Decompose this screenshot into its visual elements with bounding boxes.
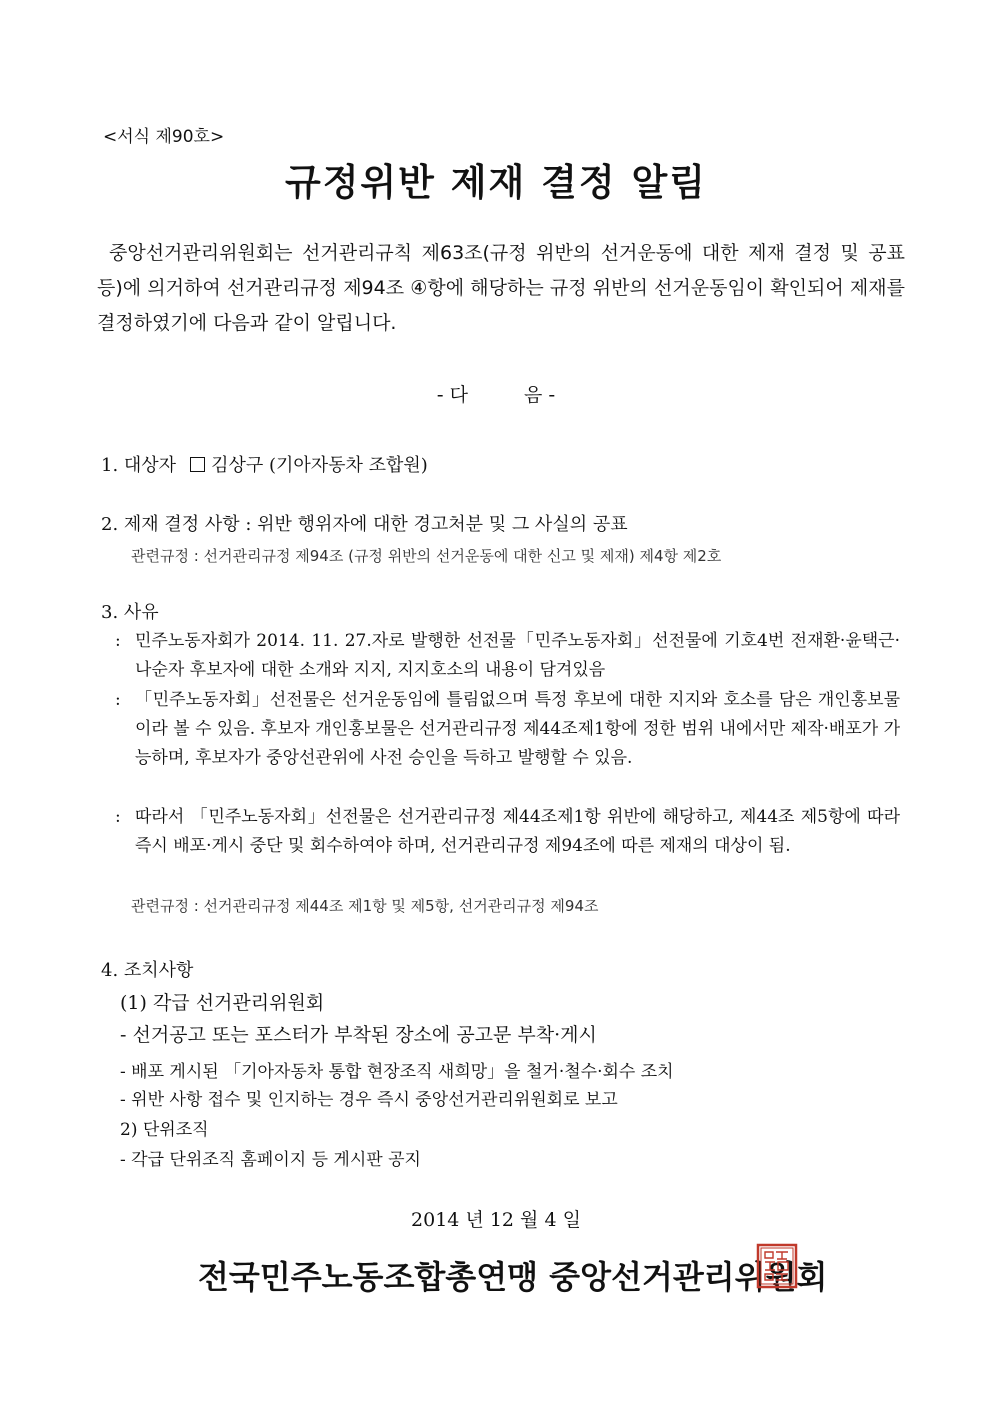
section-2-label: 2. 제재 결정 사항 : 위반 행위자에 대한 경고처분 및 그 사실의 공표 (101, 514, 628, 535)
form-number: <서식 제90호> (103, 127, 225, 147)
reason-paragraph-3 (115, 803, 900, 861)
eum-text: 음 - (524, 384, 556, 406)
reason-mark: : (115, 807, 121, 827)
official-seal-icon (756, 1243, 798, 1289)
reason-text: 「민주노동자회」선전물은 선거운동임에 틀림없으며 특정 후보에 대한 지지와 호소를 담은 개인홍보물이라 볼 수 있음. 후보자 개인홍보물은 선거관리규정 제44조제1항에 정한 범위 내에서만 제작·배포가 가능하며, 후보자가 중앙선관위에 사전 승인을 득하고 발행할 수 있음. (135, 690, 900, 768)
action-item: - 선거공고 또는 포스터가 부착된 장소에 공고문 부착·게시 (120, 1024, 597, 1046)
action-item: - 배포 게시된 「기아자동차 통합 현장조직 새희망」을 철거·철수·회수 조치 (120, 1062, 674, 1082)
section-4-sub1: (1) 각급 선거관리위원회 (120, 992, 325, 1014)
intro-paragraph: 중앙선거관리위원회는 선거관리규칙 제63조(규정 위반의 선거운동에 대한 제재 결정 및 공표 등)에 의거하여 선거관리규정 제94조 ④항에 해당하는 규정 위반의 선거운동임이 확인되어 제재를 결정하였기에 다음과 같이 알립니다. (97, 242, 905, 334)
page-title: 규정위반 제재 결정 알림 (284, 161, 708, 204)
checkbox-icon (190, 457, 205, 472)
section-4-label: 4. 조치사항 (101, 960, 194, 981)
section-4-sub2: 2) 단위조직 (120, 1120, 209, 1140)
reason-mark: : (115, 690, 121, 710)
action-item: - 위반 사항 접수 및 인지하는 경우 즉시 중앙선거관리위원회로 보고 (120, 1090, 618, 1110)
section-3-ref: 관련규정 : 선거관리규정 제44조 제1항 및 제5항, 선거관리규정 제94조 (131, 897, 599, 915)
organization-name: 전국민주노동조합총연맹 중앙선거관리위원회 (198, 1258, 828, 1296)
section-1 (101, 451, 428, 477)
reason-text: 따라서 「민주노동자회」선전물은 선거관리규정 제44조제1항 위반에 해당하고, 제44조 제5항에 따라 즉시 배포·게시 중단 및 회수하여야 하며, 선거관리규정 제94조에 따른 제재의 대상이 됨. (135, 807, 900, 856)
da-eum-heading (0, 380, 992, 407)
action-item: - 각급 단위조직 홈페이지 등 게시판 공지 (120, 1150, 421, 1170)
reason-paragraph-1 (115, 627, 900, 685)
issue-date: 2014 년 12 월 4 일 (411, 1209, 581, 1231)
reason-paragraph-2 (115, 686, 900, 773)
da-text: - 다 (436, 384, 468, 406)
section-3-label: 3. 사유 (101, 602, 159, 623)
section-1-value: 김상구 (기아자동차 조합원) (211, 455, 428, 476)
reason-text: 민주노동자회가 2014. 11. 27.자로 발행한 선전물「민주노동자회」선전물에 기호4번 전재환·윤택근·나순자 후보자에 대한 소개와 지지, 지지호소의 내용이 담겨있음 (135, 631, 900, 680)
reason-mark: : (115, 631, 121, 651)
section-2-ref: 관련규정 : 선거관리규정 제94조 (규정 위반의 선거운동에 대한 신고 및 제재) 제4항 제2호 (131, 547, 722, 565)
section-1-label: 1. 대상자 (101, 455, 177, 476)
